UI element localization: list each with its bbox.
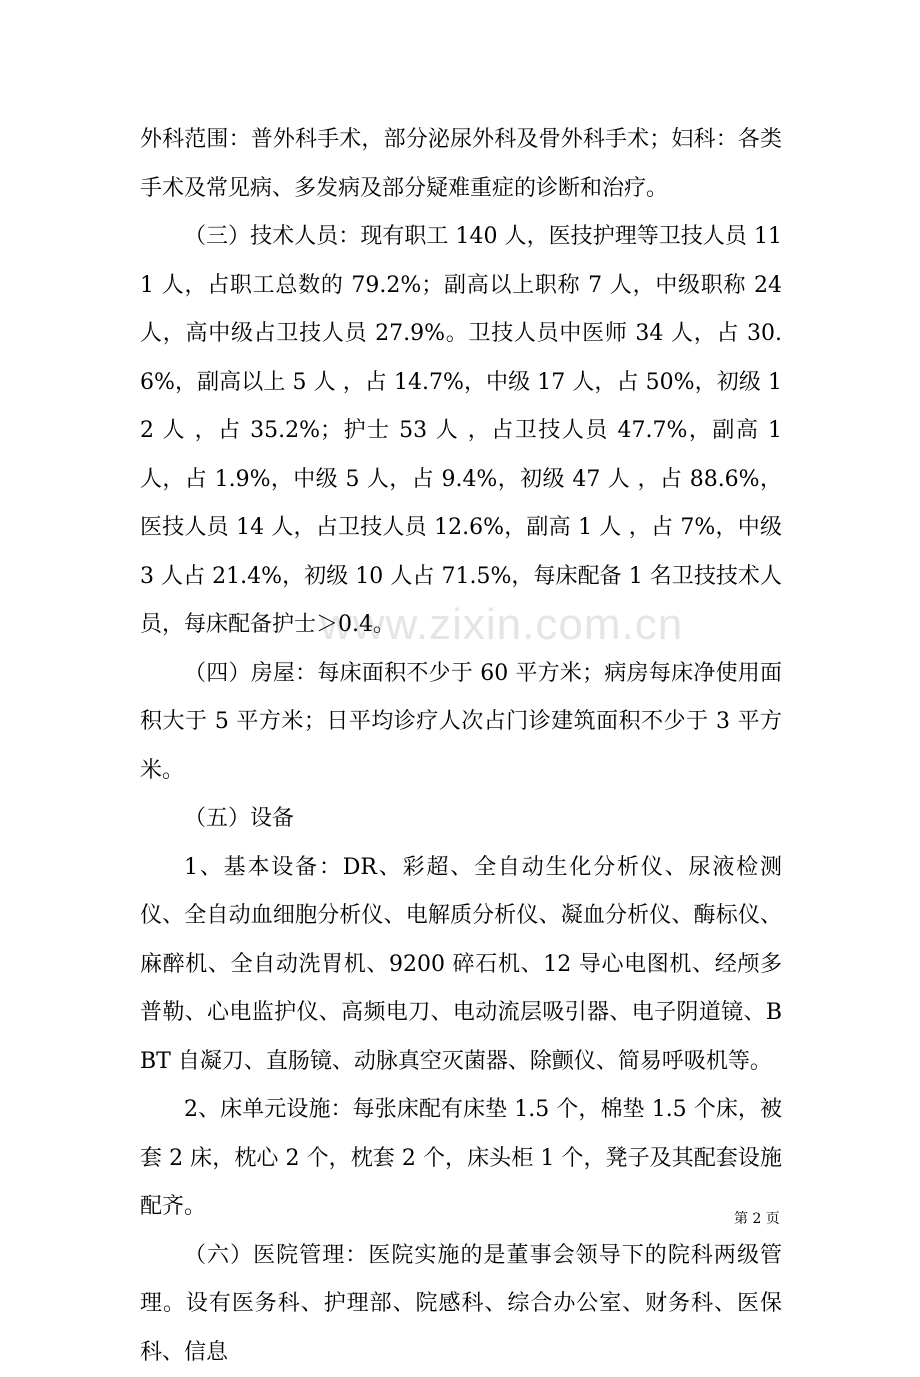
paragraph-surgery-scope: 外科范围：普外科手术，部分泌尿外科及骨外科手术；妇科：各类手术及常见病、多发病及部分疑难重症的诊断和治疗。 <box>140 116 782 213</box>
paragraph-technical-staff: （三）技术人员：现有职工 140 人，医技护理等卫技人员 111 人，占职工总数的 79.2%；副高以上职称 7 人，中级职称 24 人，高中级占卫技人员 27.9%。卫技人员中医师 34 人，占 30.6%，副高以上 5 人 ，占 14.7%，中级 17 人，占 50%，初级 12 人 ，占 35.2%；护士 53 人 ，占卫技人员 47.7%，副高 1 人，占 1.9%，中级 5 人，占 9.4%，初级 47 人 ，占 88.6%，医技人员 14 人，占卫技人员 12.6%，副高 1 人 ，占 7%，中级 3 人占 21.4%，初级 10 人占 71.5%，每床配备 1 名卫技技术人员，每床配备护士＞0.4。 <box>140 213 782 650</box>
paragraph-hospital-management: （六）医院管理：医院实施的是董事会领导下的院科两级管理。设有医务科、护理部、院感科、综合办公室、财务科、医保科、信息 <box>140 1232 782 1377</box>
page-number: 第 2 页 <box>734 1208 780 1228</box>
paragraph-buildings: （四）房屋：每床面积不少于 60 平方米；病房每床净使用面积大于 5 平方米；日平均诊疗人次占门诊建筑面积不少于 3 平方米。 <box>140 650 782 796</box>
document-body <box>140 116 782 1377</box>
section-heading-equipment: （五）设备 <box>140 795 782 844</box>
watermark: www.zixin.com.cn <box>320 600 683 650</box>
paragraph-basic-equipment: 1、基本设备：DR、彩超、全自动生化分析仪、尿液检测仪、全自动血细胞分析仪、电解质分析仪、凝血分析仪、酶标仪、麻醉机、全自动洗胃机、9200 碎石机、12 导心电图机、经颅多普勒、心电监护仪、高频电刀、电动流层吸引器、电子阴道镜、BBT 自凝刀、直肠镜、动脉真空灭菌器、除颤仪、简易呼吸机等。 <box>140 844 782 1087</box>
paragraph-bed-unit-facilities: 2、床单元设施：每张床配有床垫 1.5 个，棉垫 1.5 个床，被套 2 床，枕心 2 个，枕套 2 个，床头柜 1 个，凳子及其配套设施配齐。 <box>140 1086 782 1232</box>
